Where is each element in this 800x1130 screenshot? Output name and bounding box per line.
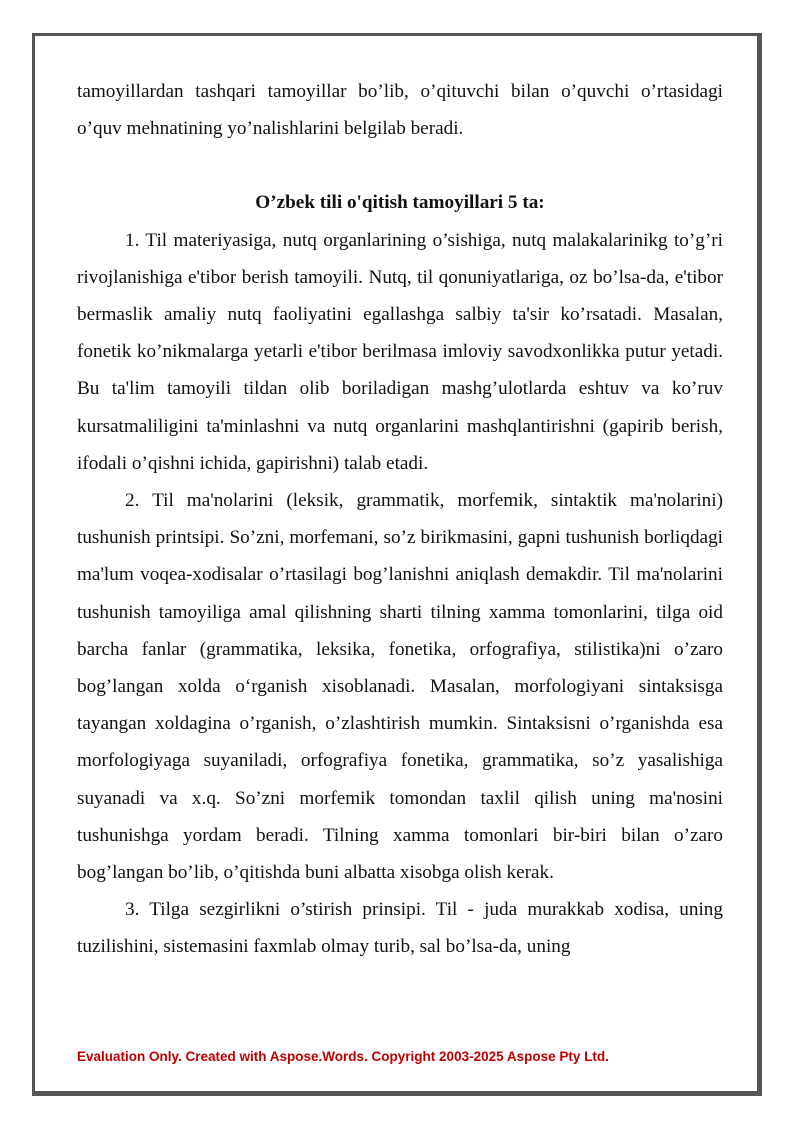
evaluation-footer: Evaluation Only. Created with Aspose.Words. Copyright 2003-2025 Aspose Pty Ltd.	[77, 1049, 609, 1064]
section-heading: O’zbek tili o'qitish tamoyillari 5 ta:	[255, 192, 545, 214]
paragraph-2: 2. Til ma'nolarini (leksik, grammatik, morfemik, sintaktik ma'nolarini) tushunish printsipi. So’zni, morfemani, so’z birikmasini, gapni tushunish borliqdagi ma'lum voqea-xodisalar o’rtasilagi bog’lanishni aniqlash demakdir. Til ma'nolarini tushunish tamoyiliga amal qilishning sharti tilning xamma tomonlarini, tilga oid barcha fanlar (grammatika, leksika, fonetika, orfografiya, stilistika)ni o’zaro bog’langan xolda o‘rganish xisoblanadi. Masalan, morfologiyani sintaksisga tayangan xoldagina o’rganish, o’zlashtirish mumkin. Sintaksisni o’rganishda esa morfologiyaga suyaniladi, orfografiya fonetika, grammatika, so’z yasalishiga suyanadi va x.q. So’zni morfemik tomondan taxlil qilish uning ma'nosini tushunishga yordam beradi. Tilning xamma tomonlari bir-biri bilan o’zaro bog’langan bo’lib, o’qitishda buni albatta xisobga olish kerak.	[77, 490, 723, 884]
paragraph-1: 1. Til materiyasiga, nutq organlarining o’sishiga, nutq malakalarinikg to’g’ri rivojlanishiga e'tibor berish tamoyili. Nutq, til qonuniyatlariga, oz bo’lsa-da, e'tibor bermaslik amaliy nutq faoliyatini egallashga salbiy ta'sir ko’rsatadi. Masalan, fonetik ko’nikmalarga yetarli e'tibor berilmasa imloviy savodxonlikka putur yetadi. Bu ta'lim tamoyili tildan olib boriladigan mashg’ulotlarda eshtuv va ko’ruv kursatmaliligini ta'minlashni va nutq organlarini mashqlantirishni (gapirib berish, ifodali o’qishni ichida, gapirishni) talab etadi.	[77, 229, 723, 474]
intro-paragraph: tamoyillardan tashqari tamoyillar bo’lib, o’qituvchi bilan o’quvchi o’rtasidagi o’quv mehnatining yo’nalishlarini belgilab beradi.	[77, 81, 723, 140]
paragraph-3: 3. Tilga sezgirlikni o’stirish prinsipi. Til - juda murakkab xodisa, uning tuzilishini, sistemasini faxmlab olmay turib, sal bo’lsa-da, uning	[77, 899, 723, 958]
document-body	[77, 73, 723, 966]
